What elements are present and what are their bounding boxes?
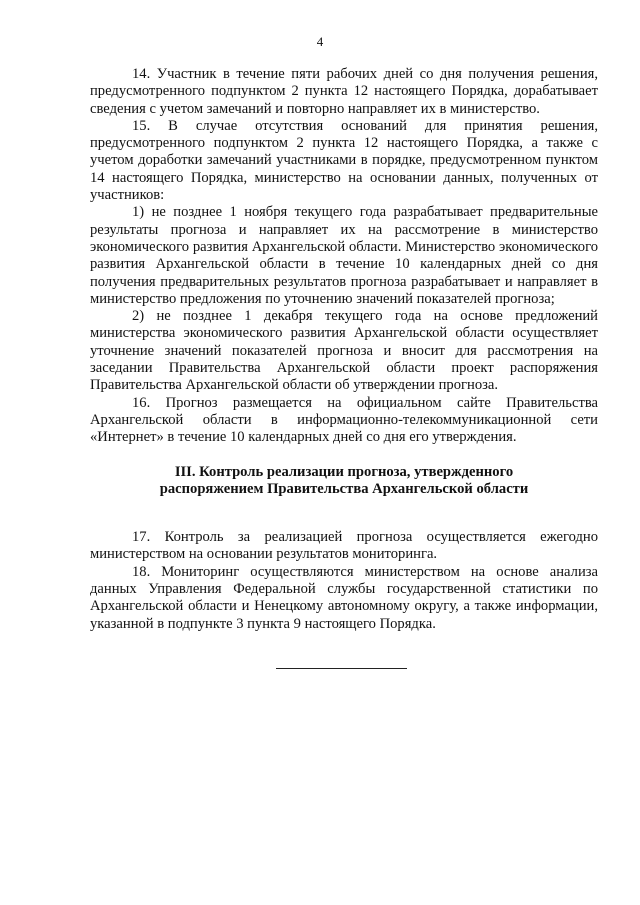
paragraph-subitem-2: 2) не позднее 1 декабря текущего года на основе предложений министерства экономического развития Архангельской области осуществляет уточнение значений показателей прогноза и вносит для рассмотрения на заседании Правительства Архангельской области проект распоряжения Правительства Архангельской области об утверждении прогноза. [90,308,598,394]
section-heading-line-2: распоряжением Правительства Архангельской области [159,480,529,497]
section-heading [90,464,598,499]
paragraph-subitem-1: 1) не позднее 1 ноября текущего года разрабатывает предварительные результаты прогноза и направляет их на рассмотрение в министерство экономического развития Архангельской области. Министерство экономического развития Архангельской области в течение 10 календарных дней со дня получения предварительных результатов прогноза разрабатывает и направляет в министерство предложения по уточнению значений показателей прогноза; [90,204,598,307]
paragraph-item-16: 16. Прогноз размещается на официальном сайте Правительства Архангельской области в информационно-телекоммуникационной сети «Интернет» в течение 10 календарных дней со дня его утверждения. [90,394,598,446]
paragraph-item-15: 15. В случае отсутствия оснований для принятия решения, предусмотренного подпунктом 2 пункта 12 настоящего Порядка, а также с учетом доработки замечаний участниками в порядке, предусмотренном пунктом 14 настоящего Порядка, министерство на основании данных, полученных от участников: [90,117,598,204]
document-body [90,66,598,633]
section-heading-line-1: III. Контроль реализации прогноза, утвержденного [174,463,514,480]
end-divider [276,668,407,669]
paragraph-item-14: 14. Участник в течение пяти рабочих дней со дня получения решения, предусмотренного подпунктом 2 пункта 12 настоящего Порядка, дорабатывает сведения с учетом замечаний и повторно направляет их в министерство. [90,66,598,117]
paragraph-item-17: 17. Контроль за реализацией прогноза осуществляется ежегодно министерством на основании результатов мониторинга. [90,529,598,563]
page-number: 4 [316,34,324,49]
paragraph-item-18: 18. Мониторинг осуществляются министерством на основе анализа данных Управления Федеральной службы государственной статистики по Архангельской области и Ненецкому автономному округу, а также информации, указанной в подпункте 3 пункта 9 настоящего Порядка. [90,563,598,632]
